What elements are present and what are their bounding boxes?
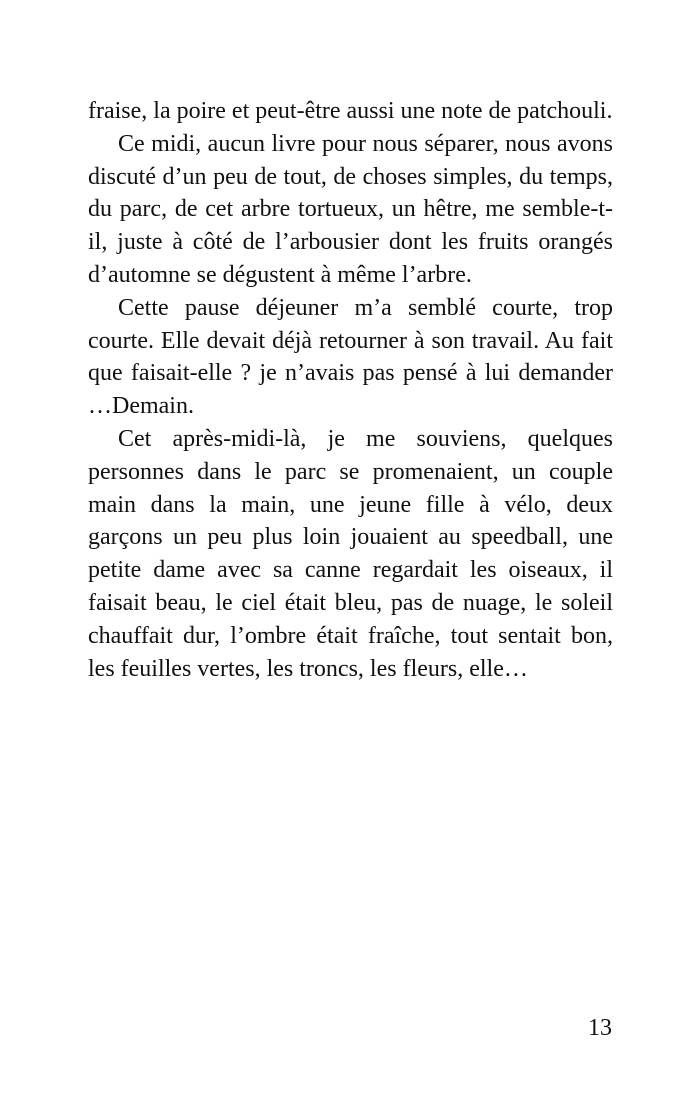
paragraph-continued: fraise, la poire et peut-être aussi une note de patchouli. bbox=[88, 98, 613, 124]
paragraph: Cet après-midi-là, je me souviens, quelques personnes dans le parc se promenaient, un couple main dans la main, une jeune fille à vélo, deux garçons un peu plus loin jouaient au speedball, une petite dame avec sa canne regardait les oiseaux, il faisait beau, le ciel était bleu, pas de nuage, le soleil chauffait dur, l’ombre était fraîche, tout sentait bon, les feuilles vertes, les troncs, les fleurs, elle… bbox=[88, 425, 613, 682]
page-body bbox=[88, 95, 613, 685]
page-number: 13 bbox=[588, 1015, 612, 1041]
paragraph: Cette pause déjeuner m’a semblé courte, trop courte. Elle devait déjà retourner à son travail. Au fait que faisait-elle ? je n’avais pas pensé à lui demander …Demain. bbox=[88, 294, 613, 420]
paragraph: Ce midi, aucun livre pour nous séparer, nous avons discuté d’un peu de tout, de choses simples, du temps, du parc, de cet arbre tortueux, un hêtre, me semble-t-il, juste à côté de l’arbousier dont les fruits orangés d’automne se dégustent à même l’arbre. bbox=[88, 130, 613, 288]
